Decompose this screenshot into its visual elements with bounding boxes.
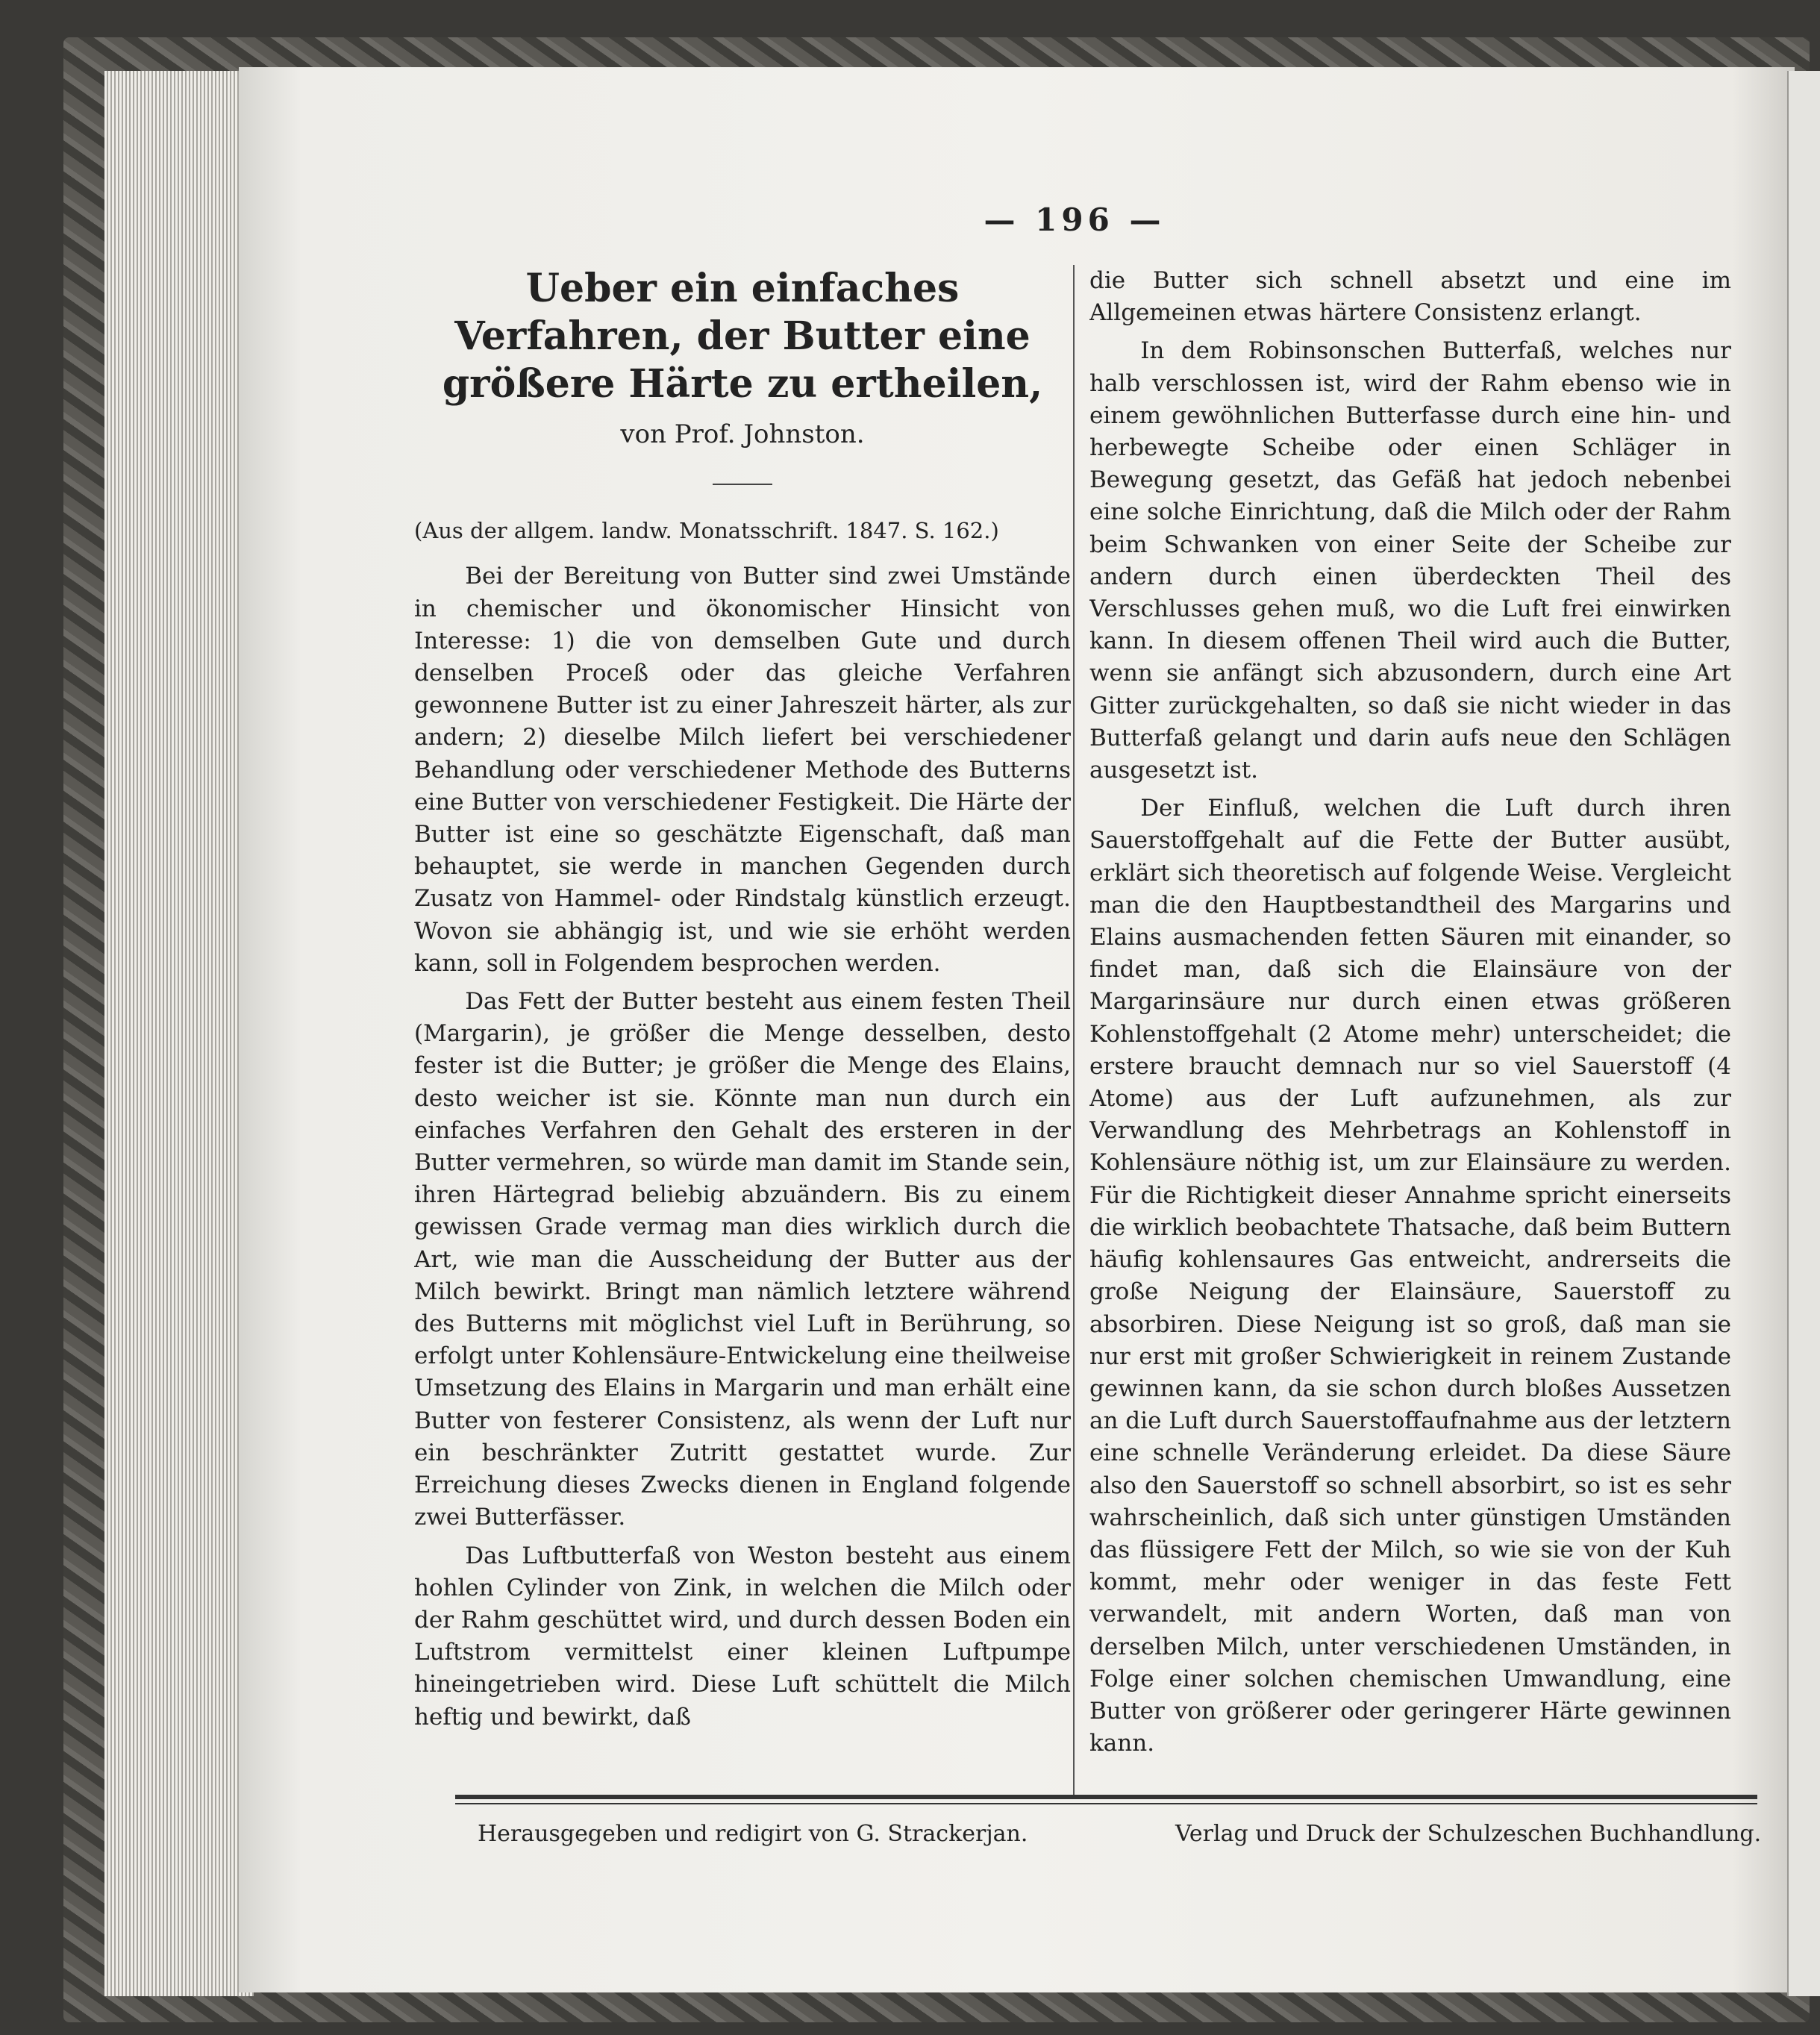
article-source: (Aus der allgem. landw. Monatsschrift. 1847. S. 162.) (414, 518, 999, 544)
footer-rule-thick (455, 1795, 1757, 1799)
page-edges (104, 71, 254, 1996)
title-separator (713, 484, 772, 485)
footer-publisher: Verlag und Druck der Schulzeschen Buchhandlung. (1175, 1821, 1762, 1847)
right-column (1089, 265, 1731, 1787)
footer-editor: Herausgegeben und redigirt von G. Strackerjan. (478, 1821, 1028, 1847)
article-title: Ueber ein einfaches Verfahren, der Butter eine größere Härte zu ertheilen, (442, 266, 1043, 407)
left-column (414, 265, 1071, 1787)
facing-page-edge (1787, 71, 1820, 1996)
paragraph: Bei der Bereitung von Butter sind zwei Umstände in chemischer und ökonomischer Hinsicht von Interesse: 1) die von demselben Gute und durch denselben Proceß oder das gleiche Verfahren gewonnene Butter ist zu einer Jahreszeit härter, als zur andern; 2) dieselbe Milch liefert bei verschiedener Behandlung oder verschiedener Methode des Butterns eine Butter von verschiedener Festigkeit. Die Härte der Butter ist eine so geschätzte Eigenschaft, daß man behauptet, sie werde in manchen Gegenden durch Zusatz von Hammel- oder Rindstalg künstlich erzeugt. Wovon sie abhängig ist, und wie sie erhöht werden kann, soll in Folgendem besprochen werden. (414, 563, 1071, 977)
paragraph: Das Luftbutterfaß von Weston besteht aus einem hohlen Cylinder von Zink, in welchen die Milch oder der Rahm geschüttet wird, und durch dessen Boden ein Luftstrom vermittelst einer kleinen Luftpumpe hineingetrieben wird. Diese Luft schüttelt die Milch heftig und bewirkt, daß (414, 1542, 1071, 1731)
article-byline: von Prof. Johnston. (620, 419, 865, 449)
paragraph: Der Einfluß, welchen die Luft durch ihren Sauerstoffgehalt auf die Fette der Butter ausübt, erklärt sich theoretisch auf folgende Weise. Vergleicht man die den Hauptbestandtheil des Margarins und Elains ausmachenden fetten Säuren mit einander, so findet man, daß sich die Elainsäure von der Margarinsäure nur durch einen etwas größeren Kohlenstoffgehalt (2 Atome mehr) unterscheidet; die erstere braucht demnach nur so viel Sauerstoff (4 Atome) aus der Luft aufzunehmen, als zur Verwandlung des Mehrbetrags an Kohlenstoff in Kohlensäure nöthig ist, um zur Elainsäure zu werden. Für die Richtigkeit dieser Annahme spricht einerseits die wirklich beobachtete Thatsache, daß beim Buttern häufig kohlensaures Gas entweicht, andrerseits die große Neigung der Elainsäure, Sauerstoff zu absorbiren. Diese Neigung ist so groß, daß man sie nur erst mit großer Schwierigkeit in reinem Zustande gewinnen kann, da sie schon durch bloßes Aussetzen an die Luft durch Sauerstoffaufnahme aus der letztern eine schnelle Veränderung erleidet. Da diese Säure also den Sauerstoff so schnell absorbirt, so ist es sehr wahrscheinlich, daß sich unter günstigen Umständen das flüssigere Fett der Milch, so wie sie von der Kuh kommt, mehr oder weniger in das feste Fett verwandelt, mit andern Worten, daß man von derselben Milch, unter verschiedenen Umständen, in Folge einer solchen chemischen Umwandlung, eine Butter von größerer oder geringerer Härte gewinnen kann. (1089, 795, 1731, 1757)
page-number: — 196 — (984, 201, 1166, 238)
column-divider (1073, 265, 1075, 1795)
paragraph: In dem Robinsonschen Butterfaß, welches nur halb verschlossen ist, wird der Rahm ebenso wie in einem gewöhnlichen Butterfasse durch eine hin- und herbewegte Scheibe oder einen Schläger in Bewegung gesetzt, das Gefäß hat jedoch nebenbei eine solche Einrichtung, daß die Milch oder der Rahm beim Schwanken von einer Seite der Scheibe zur andern durch einen überdeckten Theil des Verschlusses gehen muß, wo die Luft frei einwirken kann. In diesem offenen Theil wird auch die Butter, wenn sie anfängt sich abzusondern, durch eine Art Gitter zurückgehalten, so daß sie nicht wieder in das Butterfaß gelangt und darin aufs neue den Schlägen ausgesetzt ist. (1089, 337, 1731, 784)
footer-rule-thin (455, 1803, 1757, 1804)
paragraph: Das Fett der Butter besteht aus einem festen Theil (Margarin), je größer die Menge desselben, desto fester ist die Butter; je größer die Menge des Elains, desto weicher ist sie. Könnte man nun durch ein einfaches Verfahren den Gehalt des ersteren in der Butter vermehren, so würde man damit im Stande sein, ihren Härtegrad beliebig abzuändern. Bis zu einem gewissen Grade vermag man dies wirklich durch die Art, wie man die Ausscheidung der Butter aus der Milch bewirkt. Bringt man nämlich letztere während des Butterns mit möglichst viel Luft in Berührung, so erfolgt unter Kohlensäure-Entwickelung eine theilweise Umsetzung des Elains in Margarin und man erhält eine Butter von festerer Consistenz, als wenn der Luft nur ein beschränkter Zutritt gestattet wurde. Zur Erreichung dieses Zwecks dienen in England folgende zwei Butterfässer. (414, 988, 1071, 1531)
paragraph-continued: die Butter sich schnell absetzt und eine im Allgemeinen etwas härtere Consistenz erlangt. (1089, 267, 1731, 327)
